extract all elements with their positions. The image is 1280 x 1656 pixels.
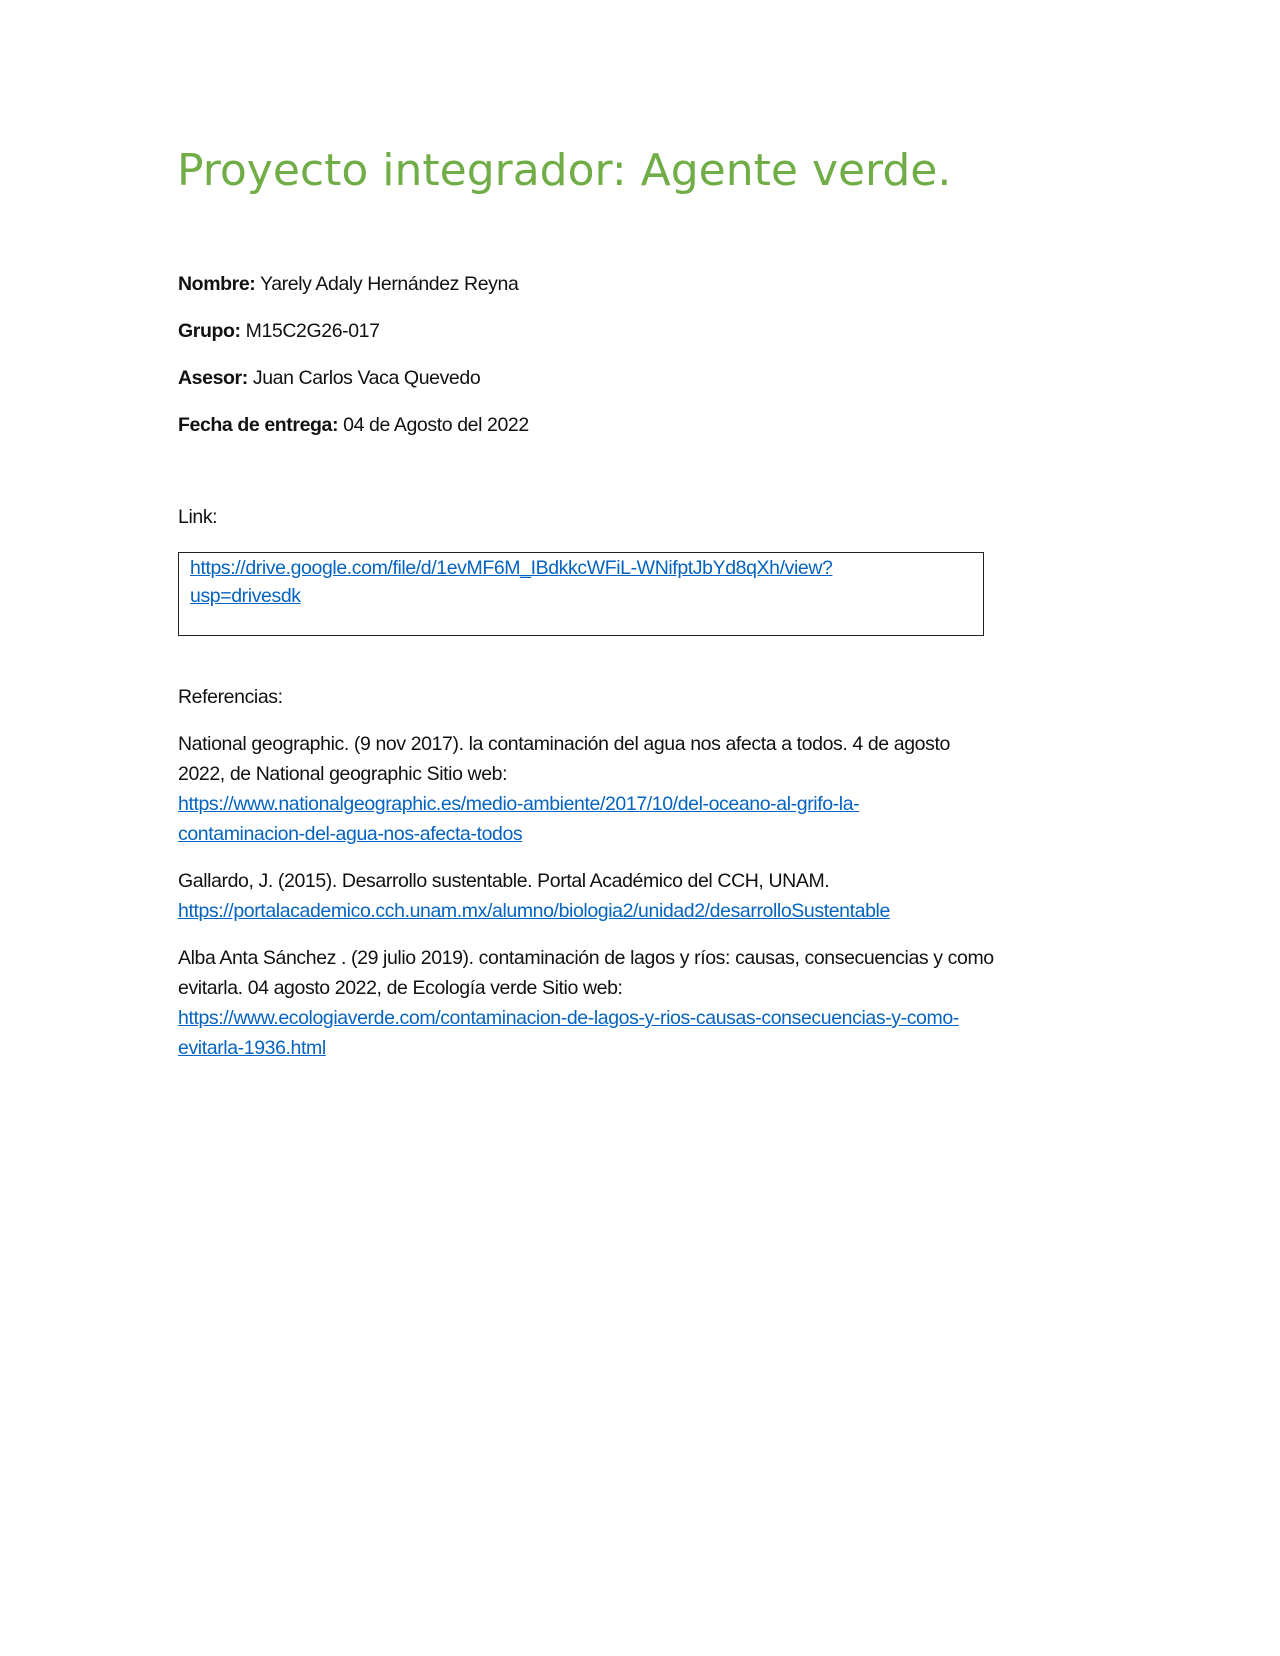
field-fecha bbox=[178, 410, 529, 440]
reference-3-link[interactable]: https://www.ecologiaverde.com/contaminacion-de-lagos-y-rios-causas-consecuencias-y-como- bbox=[178, 1007, 959, 1029]
field-label: Asesor: bbox=[178, 367, 248, 389]
reference-3-link[interactable]: evitarla-1936.html bbox=[178, 1037, 326, 1059]
field-nombre bbox=[178, 269, 518, 299]
field-value: Yarely Adaly Hernández Reyna bbox=[260, 273, 519, 295]
field-label: Nombre: bbox=[178, 273, 256, 295]
references-heading: Referencias: bbox=[178, 686, 283, 708]
link-label: Link: bbox=[178, 506, 218, 528]
reference-3-text: Alba Anta Sánchez . (29 julio 2019). contaminación de lagos y ríos: causas, consecuencias y como bbox=[178, 947, 994, 969]
reference-1-text: 2022, de National geographic Sitio web: bbox=[178, 763, 508, 785]
field-value: 04 de Agosto del 2022 bbox=[343, 414, 529, 436]
field-label: Fecha de entrega: bbox=[178, 414, 339, 436]
drive-link-cont[interactable]: usp=drivesdk bbox=[190, 585, 301, 607]
document-title: Proyecto integrador: Agente verde. bbox=[177, 145, 952, 196]
reference-1-text: National geographic. (9 nov 2017). la contaminación del agua nos afecta a todos. 4 de agosto bbox=[178, 733, 950, 755]
reference-1-link[interactable]: contaminacion-del-agua-nos-afecta-todos bbox=[178, 823, 523, 845]
reference-3-text: evitarla. 04 agosto 2022, de Ecología verde Sitio web: bbox=[178, 977, 623, 999]
reference-2-text: Gallardo, J. (2015). Desarrollo sustentable. Portal Académico del CCH, UNAM. bbox=[178, 870, 830, 892]
field-label: Grupo: bbox=[178, 320, 241, 342]
link-box bbox=[178, 552, 984, 636]
drive-link[interactable]: https://drive.google.com/file/d/1evMF6M_IBdkkcWFiL-WNifptJbYd8qXh/view? bbox=[190, 557, 833, 579]
reference-2-link[interactable]: https://portalacademico.cch.unam.mx/alumno/biologia2/unidad2/desarrolloSustentable bbox=[178, 900, 890, 922]
field-value: M15C2G26-017 bbox=[245, 320, 380, 342]
reference-1-link[interactable]: https://www.nationalgeographic.es/medio-ambiente/2017/10/del-oceano-al-grifo-la- bbox=[178, 793, 860, 815]
field-grupo bbox=[178, 316, 380, 346]
field-value: Juan Carlos Vaca Quevedo bbox=[252, 367, 481, 389]
field-asesor bbox=[178, 363, 480, 393]
